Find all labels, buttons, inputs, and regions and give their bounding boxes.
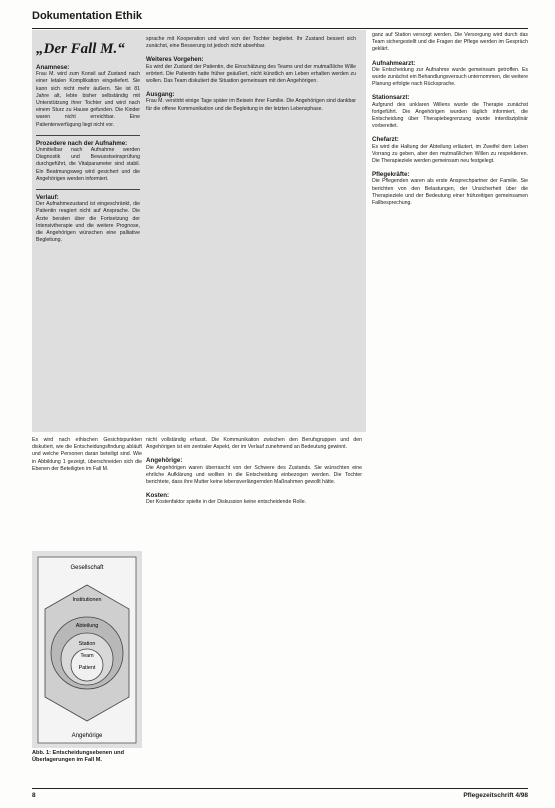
page-header bbox=[32, 10, 528, 29]
level-label: Angehörige bbox=[71, 733, 103, 739]
section-text: Es wird nach ethischen Gesichtspunkten diskutiert, wie die Entscheidungsfindung abläuft und welche Personen daran beteiligt sind. Wie in Abbildung 1 gezeigt, überschneiden sich die Ebenen der Beteiligten im Fall M. bbox=[32, 437, 142, 472]
article-title: „Der Fall M.“ bbox=[36, 41, 125, 57]
section-text: Unmittelbar nach Aufnahme werden Diagnostik und Bewusstseinsprüfung durchgeführt, die Vitalparameter sind stabil. Ein Beatmungsweg wird gesichert und die Angehörigen werden informiert. bbox=[36, 147, 140, 182]
section-continuation bbox=[146, 437, 362, 451]
section-text: Es wird der Zustand der Patientin, die Einschätzung des Teams und der mutmaßliche Wille erörtert. Die Patientin hatte früher geäußert, nicht künstlich am Leben erhalten werden zu wollen. Das Team diskutiert die Situation gemeinsam mit den Angehörigen. bbox=[146, 63, 356, 85]
section-prozedere bbox=[36, 140, 140, 183]
section-text: Die Pflegenden waren als erste Ansprechpartner der Familie. Sie berichten von den Belastungen, der Unsicherheit über die Therapieziele und der Bedeutung einer frühzeitigen gemeinsamen Fallbesprechung. bbox=[372, 178, 528, 207]
section-kosten bbox=[146, 492, 362, 506]
section-text: Aufgrund des unklaren Willens wurde die Therapie zunächst fortgeführt. Die Angehörigen wurden täglich informiert, die Entscheidung über Therapiebegrenzung wurde interdisziplinär vorbereitet. bbox=[372, 101, 528, 130]
section-continuation bbox=[372, 32, 528, 54]
column-2-lower bbox=[146, 437, 362, 513]
section-text: sprache mit Kooperation und wird von der Tochter begleitet. Ihr Zustand bessert sich zunächst, eine Besserung ist jedoch nicht absehbar. bbox=[146, 36, 356, 50]
section-ausgang bbox=[146, 91, 356, 113]
section-text: Der Kostenfaktor spielte in der Diskussion keine entscheidende Rolle. bbox=[146, 499, 307, 506]
level-label: Station bbox=[78, 641, 96, 647]
column-1-lower bbox=[32, 437, 142, 473]
section-heading: Weiteres Vorgehen: bbox=[146, 56, 204, 64]
section-weiteres-vorgehen bbox=[146, 56, 356, 85]
header-title: Dokumentation Ethik bbox=[32, 10, 143, 22]
figure-caption: Abb. 1: Entscheidungsebenen und Überlagerungen im Fall M. bbox=[32, 750, 124, 763]
section-verlauf bbox=[36, 194, 140, 244]
column-3 bbox=[372, 32, 528, 213]
section-text: ganz auf Station versorgt werden. Die Versorgung wird durch das Team sichergestellt und die Fragen der Pflege werden im Gespräch geklärt. bbox=[372, 32, 528, 53]
journal-issue: Pflegezeitschrift 4/98 bbox=[463, 792, 528, 799]
section-heading: Prozedere nach der Aufnahme: bbox=[36, 139, 128, 147]
page-footer bbox=[32, 788, 528, 801]
level-label: Gesellschaft bbox=[70, 565, 104, 571]
section-heading: Ausgang: bbox=[146, 91, 175, 99]
section-stationsarzt bbox=[372, 94, 528, 130]
section-text: Die Angehörigen waren überrascht von der Schwere des Zustands. Sie wünschten eine ehrliche Aufklärung und wollten in die Entscheidung einbezogen werden. Die Tochter berichtete, dass ihre Mutter keine lebensverlängernden Maßnahmen gewollt hätte. bbox=[146, 464, 362, 486]
level-label: Abteilung bbox=[75, 623, 99, 629]
section-continuation bbox=[146, 36, 356, 50]
figure-diagram bbox=[32, 551, 142, 748]
level-label: Patient bbox=[78, 665, 96, 671]
section-text: Frau M. verstirbt einige Tage später im Beisein ihrer Familie. Die Angehörigen sind dankbar für die offene Kommunikation und die Begleitung in der letzten Lebensphase. bbox=[146, 98, 356, 112]
section-heading: Kosten: bbox=[146, 492, 170, 500]
section-heading: Verlauf: bbox=[36, 194, 59, 202]
divider bbox=[36, 135, 140, 136]
section-heading: Chefarzt: bbox=[372, 136, 399, 144]
section-angehoerige bbox=[146, 457, 362, 486]
section-heading: Aufnahmearzt: bbox=[372, 59, 416, 67]
section-text: Der Aufnahmezustand ist eingeschränkt, die Patientin reagiert nicht auf Ansprache. Die Ärzte beraten über die Fortsetzung der Intensivtherapie und die weitere Prognose, die Angehörigen wünschen eine palliative Begleitung. bbox=[36, 201, 140, 244]
section-text: Frau M. wird zum Konsil auf Zustand nach einer letalen Komplikation eingeliefert. Sie kann sich nicht mehr äußern. Sie ist 81 Jahre alt, lebte bisher selbständig mit Unterstützung ihrer Tochter und wird nach einem Sturz zu Hause gefunden. Die Kinder waren nicht erreichbar. Eine Patientenverfügung liegt nicht vor. bbox=[36, 71, 140, 128]
section-heading: Stationsarzt: bbox=[372, 94, 410, 102]
section-pflegekraefte bbox=[372, 171, 528, 207]
section-heading: Pflegekräfte: bbox=[372, 171, 410, 179]
divider bbox=[36, 189, 140, 190]
section-chefarzt bbox=[372, 136, 528, 165]
column-2 bbox=[146, 36, 356, 119]
column-1 bbox=[36, 32, 140, 250]
section-heading: Anamnese: bbox=[36, 64, 70, 71]
section-text: Die Entscheidung zur Aufnahme wurde gemeinsam getroffen. Es wurde zunächst ein Behandlungsversuch unternommen, die weitere Planung erfolgte nach Rücksprache. bbox=[372, 66, 529, 88]
section-text: Es wird die Haltung der Abteilung erläutert, im Zweifel dem Leben Vorrang zu geben, aber den mutmaßlichen Willen zu respektieren. Die Therapieziele werden gemeinsam neu festgelegt. bbox=[372, 143, 528, 165]
level-label: Institutionen bbox=[72, 597, 102, 603]
section-heading: Angehörige: bbox=[146, 457, 183, 465]
section-anamnese bbox=[36, 64, 140, 129]
level-label: Team bbox=[80, 653, 94, 659]
nested-levels-diagram bbox=[32, 551, 142, 748]
page-number: 8 bbox=[32, 792, 36, 799]
section-text: nicht vollständig erfasst. Die Kommunikation zwischen den Berufsgruppen und den Angehörigen ist ein zentraler Aspekt, der im Verlauf zunehmend an Bedeutung gewinnt. bbox=[146, 437, 362, 451]
section-aufnahmearzt bbox=[372, 60, 528, 89]
